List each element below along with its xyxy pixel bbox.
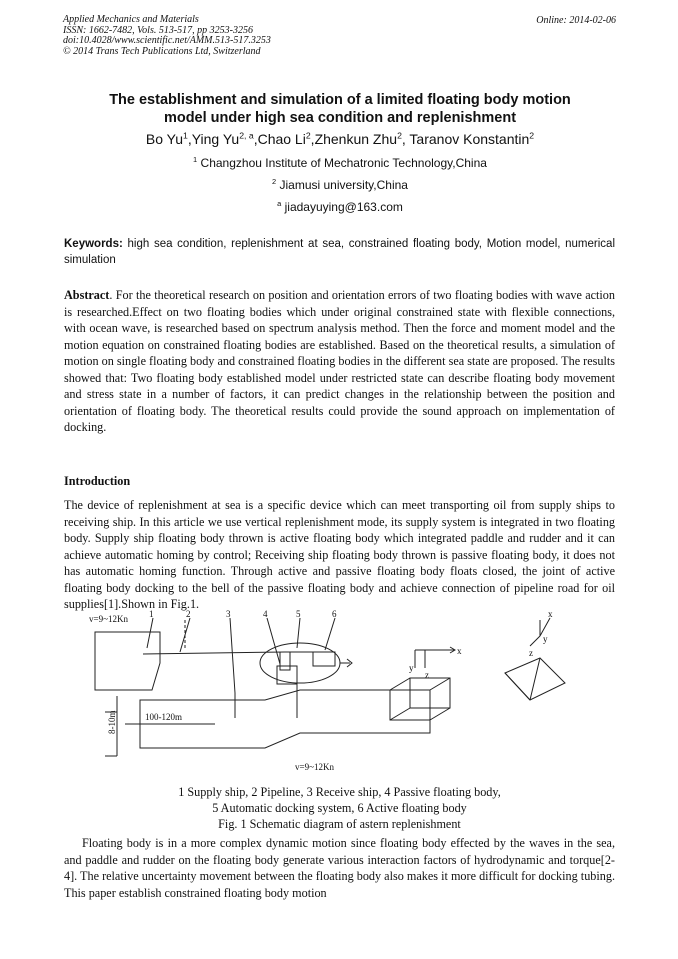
issn-line: ISSN: 1662-7482, Vols. 513-517, pp 3253-3256: [63, 24, 253, 36]
author-name: Bo Yu: [145, 131, 183, 147]
paper-title: [60, 91, 620, 127]
author-sup: 2: [397, 130, 402, 141]
doi-line: doi:10.4028/www.scientific.net/AMM.513-517.3253: [63, 35, 271, 46]
active-floating-body: [313, 652, 335, 666]
figure-caption: [64, 784, 615, 832]
label-3: 3: [226, 609, 231, 619]
title-line-2: model under high sea condition and replenishment: [163, 110, 517, 126]
keywords-text: high sea condition, replenishment at sea, constrained floating body, Motion model, numerical simulation: [64, 238, 615, 266]
title-line-1: The establishment and simulation of a limited floating body motion: [109, 92, 571, 108]
author-sup: 2, a: [239, 130, 254, 141]
author-sup: 1: [183, 130, 188, 141]
dim-vertical: 8-10m: [107, 710, 117, 734]
caption-line-1: 1 Supply ship, 2 Pipeline, 3 Receive ship, 4 Passive floating body,: [178, 785, 501, 799]
label-4: 4: [263, 609, 268, 619]
affiliation-email: [60, 200, 620, 214]
label-2: 2: [186, 609, 191, 619]
affiliation-sup: 2: [272, 177, 277, 186]
affiliation-1: [60, 156, 620, 170]
velocity-top: v=9~12Kn: [89, 614, 128, 624]
affiliation-text: Jiamusi university,China: [279, 178, 408, 192]
affiliation-sup: a: [277, 199, 282, 208]
abstract: [64, 287, 615, 436]
schematic-diagram: [85, 608, 595, 778]
keywords: [64, 237, 615, 268]
figure-1: [85, 608, 595, 783]
dim-horizontal: 100-120m: [145, 712, 182, 722]
author-name: Taranov Konstantin: [409, 131, 530, 147]
detail-ellipse: [260, 643, 340, 683]
axis-y-left: y: [409, 663, 414, 673]
lattice-diamond: [505, 658, 565, 700]
affiliation-text: Changzhou Institute of Mechatronic Technology,China: [200, 156, 487, 170]
online-date: Online: 2014-02-06: [536, 15, 616, 26]
author-name: Ying Yu: [191, 131, 240, 147]
copyright-line: © 2014 Trans Tech Publications Ltd, Switzerland: [63, 45, 261, 57]
caption-line-2: 5 Automatic docking system, 6 Active floating body: [212, 801, 467, 815]
axis-y-right: y: [543, 634, 548, 644]
author-name: Chao Li: [257, 131, 306, 147]
label-1: 1: [149, 609, 154, 619]
affiliation-sup: 1: [193, 155, 198, 164]
author-name: Zhenkun Zhu: [314, 131, 398, 147]
author-sup: 2: [305, 130, 311, 141]
axis-z-right: z: [529, 648, 533, 658]
velocity-bottom: v=9~12Kn: [295, 762, 334, 772]
abstract-label: Abstract: [64, 288, 110, 302]
pipeline: [143, 652, 317, 654]
intro-paragraph: The device of replenishment at sea is a specific device which can meet transporting oil from supply ships to receiving ship. In this article we use vertical replenishment mode, its supply system is integrated in two floating body. Supply ship floating body thrown is active floating body which integrated paddle and rudder and it can achieve automatic homing by control; Receiving ship floating body thrown is passive floating body, it does not has automatic homing function. Through active and passive floating body floats closed, the joint of active floating body docking to the bell of the passive floating body and achieve connection of pipeline road for oil supplies[1].Shown in Fig.1.: [64, 498, 615, 611]
section-heading: Introduction: [64, 474, 131, 488]
label-5: 5: [296, 609, 301, 619]
journal-name: Applied Mechanics and Materials: [63, 14, 199, 25]
axis-z-left: z: [425, 670, 429, 680]
author-sup: 2: [529, 130, 535, 141]
axis-x-left: x: [457, 646, 462, 656]
body-paragraph: Floating body is in a more complex dynamic motion since floating body effected by the waves in the sea, and paddle and rudder on the floating body generate various interaction factors of hydrodynamic and torque[2-4]. The relative uncertainty movement between the floating body also makes it more difficult for docking tubing. This paper establish constrained floating body motion: [64, 836, 615, 900]
author-list: Bo Yu$^1$,Ying Yu$^{2, a}$,Chao Li$^2$,Zhenkun Zhu$^2$, Taranov Konstantin$^2$: [145, 130, 535, 147]
axis-x-right: x: [548, 609, 553, 619]
supply-ship-hull: [95, 632, 160, 690]
caption-line-3: Fig. 1 Schematic diagram of astern replenishment: [218, 817, 461, 831]
abstract-text: . For the theoretical research on position and orientation errors of two floating bodies with wave action is researched.Effect on two floating bodies which under original constrained state with flexible connections, with ocean wave, is researched based on spectrum analysis method. Then the force and moment model and the motion equation on constrained floating bodies are established. Based on the theoretical results, a simulation of motion on single floating body and constrained floating bodies in the different sea state are proposed. The results showed that: Two floating body established model under restricted state can describe floating body movement and stress state in a number of factors, it can predict changes in the relationship between the position and orientation of floating body. The theoretical results could provide the sound approach on implementation of docking.: [64, 288, 615, 434]
keywords-label: Keywords:: [64, 238, 123, 250]
affiliation-2: [60, 178, 620, 192]
journal-header: [63, 15, 271, 57]
email-link[interactable]: jiadayuying@163.com: [284, 200, 403, 214]
lattice-cube: [390, 678, 450, 720]
label-6: 6: [332, 609, 337, 619]
receive-ship-hull: [140, 690, 430, 748]
